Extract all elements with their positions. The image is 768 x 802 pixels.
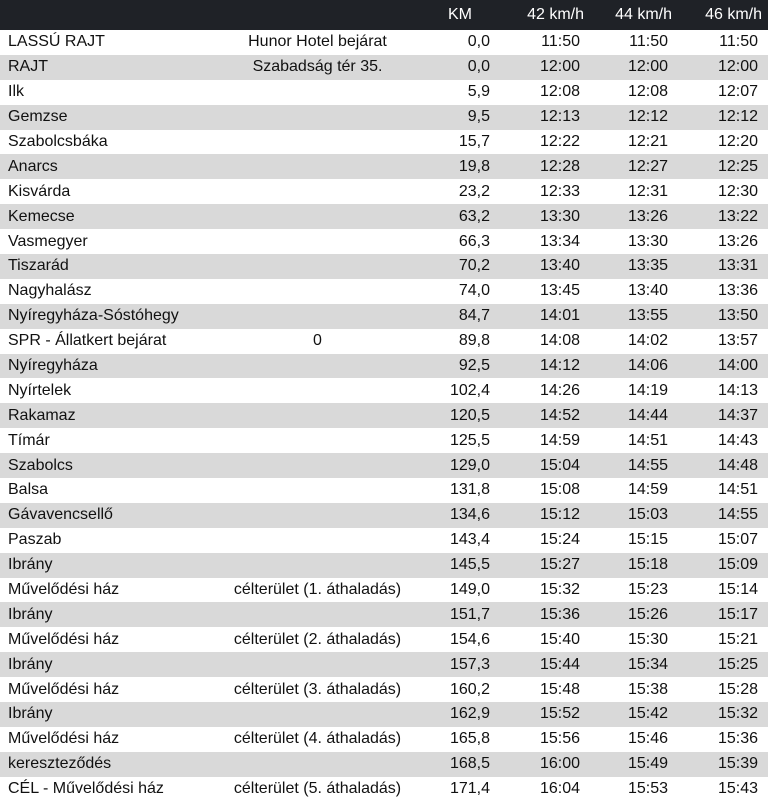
station-cell: Művelődési ház [0,727,215,752]
time-42-cell: 14:26 [500,378,590,403]
note-cell [215,179,420,204]
time-44-cell: 14:02 [590,329,678,354]
station-cell: Kisvárda [0,179,215,204]
table-row [0,204,768,229]
time-44-cell: 14:19 [590,378,678,403]
km-cell: 154,6 [420,627,500,652]
station-cell: Paszab [0,528,215,553]
header-row [0,0,768,30]
table-row [0,652,768,677]
table-row [0,428,768,453]
table-row [0,254,768,279]
time-42-cell: 15:32 [500,578,590,603]
km-cell: 165,8 [420,727,500,752]
table-row [0,55,768,80]
time-46-cell: 15:09 [678,553,768,578]
time-42-cell: 14:12 [500,354,590,379]
time-42-cell: 11:50 [500,30,590,55]
km-cell: 134,6 [420,503,500,528]
time-46-cell: 15:25 [678,652,768,677]
table-row [0,105,768,130]
note-cell: célterület (3. áthaladás) [215,677,420,702]
time-42-cell: 15:04 [500,453,590,478]
station-cell: Szabolcs [0,453,215,478]
note-cell [215,304,420,329]
header-km: KM [420,0,500,30]
table-row [0,478,768,503]
note-cell [215,652,420,677]
time-42-cell: 15:24 [500,528,590,553]
note-cell [215,503,420,528]
station-cell: Nagyhalász [0,279,215,304]
note-cell [215,403,420,428]
note-cell [215,229,420,254]
station-cell: Nyíregyháza-Sóstóhegy [0,304,215,329]
time-46-cell: 14:43 [678,428,768,453]
time-44-cell: 15:30 [590,627,678,652]
time-42-cell: 15:44 [500,652,590,677]
time-44-cell: 15:03 [590,503,678,528]
table-row [0,528,768,553]
time-46-cell: 14:37 [678,403,768,428]
time-44-cell: 13:35 [590,254,678,279]
header-note [215,0,420,30]
time-42-cell: 15:52 [500,702,590,727]
note-cell [215,453,420,478]
table-row [0,229,768,254]
time-44-cell: 13:26 [590,204,678,229]
station-cell: Kemecse [0,204,215,229]
time-42-cell: 12:13 [500,105,590,130]
time-42-cell: 14:59 [500,428,590,453]
time-46-cell: 13:31 [678,254,768,279]
table-row [0,378,768,403]
table-row [0,777,768,802]
table-row [0,602,768,627]
note-cell: Hunor Hotel bejárat [215,30,420,55]
time-44-cell: 12:31 [590,179,678,204]
table-row [0,578,768,603]
station-cell: Vasmegyer [0,229,215,254]
note-cell: célterület (5. áthaladás) [215,777,420,802]
time-42-cell: 12:08 [500,80,590,105]
table-row [0,403,768,428]
station-cell: Ibrány [0,553,215,578]
km-cell: 84,7 [420,304,500,329]
time-46-cell: 15:14 [678,578,768,603]
note-cell [215,428,420,453]
time-44-cell: 13:30 [590,229,678,254]
table-row [0,80,768,105]
time-46-cell: 13:36 [678,279,768,304]
station-cell: Szabolcsbáka [0,130,215,155]
time-44-cell: 15:46 [590,727,678,752]
table-row [0,179,768,204]
km-cell: 160,2 [420,677,500,702]
station-cell: SPR - Állatkert bejárat [0,329,215,354]
time-42-cell: 13:30 [500,204,590,229]
km-cell: 129,0 [420,453,500,478]
time-44-cell: 13:55 [590,304,678,329]
note-cell [215,702,420,727]
time-44-cell: 15:18 [590,553,678,578]
table-row [0,279,768,304]
note-cell [215,279,420,304]
time-42-cell: 14:52 [500,403,590,428]
time-44-cell: 15:49 [590,752,678,777]
km-cell: 0,0 [420,30,500,55]
time-46-cell: 12:25 [678,154,768,179]
header-speed-42: 42 km/h [500,0,590,30]
time-46-cell: 12:20 [678,130,768,155]
time-42-cell: 12:00 [500,55,590,80]
table-row [0,627,768,652]
km-cell: 0,0 [420,55,500,80]
km-cell: 168,5 [420,752,500,777]
km-cell: 92,5 [420,354,500,379]
note-cell [215,130,420,155]
time-44-cell: 11:50 [590,30,678,55]
table-row [0,503,768,528]
note-cell [215,254,420,279]
time-46-cell: 12:30 [678,179,768,204]
time-42-cell: 16:00 [500,752,590,777]
station-cell: Rakamaz [0,403,215,428]
time-44-cell: 14:06 [590,354,678,379]
time-44-cell: 13:40 [590,279,678,304]
km-cell: 149,0 [420,578,500,603]
note-cell: célterület (2. áthaladás) [215,627,420,652]
km-cell: 145,5 [420,553,500,578]
time-42-cell: 15:36 [500,602,590,627]
time-44-cell: 14:59 [590,478,678,503]
note-cell [215,154,420,179]
time-44-cell: 15:34 [590,652,678,677]
km-cell: 15,7 [420,130,500,155]
time-44-cell: 12:21 [590,130,678,155]
station-cell: Ibrány [0,602,215,627]
table-row [0,553,768,578]
table-row [0,453,768,478]
station-cell: Gemzse [0,105,215,130]
km-cell: 63,2 [420,204,500,229]
time-42-cell: 12:22 [500,130,590,155]
time-44-cell: 15:15 [590,528,678,553]
time-44-cell: 12:27 [590,154,678,179]
time-42-cell: 12:28 [500,154,590,179]
km-cell: 70,2 [420,254,500,279]
km-cell: 5,9 [420,80,500,105]
time-44-cell: 15:38 [590,677,678,702]
station-cell: Balsa [0,478,215,503]
time-42-cell: 15:56 [500,727,590,752]
station-cell: Művelődési ház [0,677,215,702]
km-cell: 162,9 [420,702,500,727]
time-46-cell: 13:50 [678,304,768,329]
time-46-cell: 15:43 [678,777,768,802]
time-42-cell: 15:40 [500,627,590,652]
header-speed-44: 44 km/h [590,0,678,30]
time-44-cell: 12:00 [590,55,678,80]
note-cell [215,204,420,229]
time-46-cell: 15:07 [678,528,768,553]
time-42-cell: 13:40 [500,254,590,279]
time-46-cell: 13:57 [678,329,768,354]
time-46-cell: 13:26 [678,229,768,254]
note-cell [215,528,420,553]
station-cell: Nyíregyháza [0,354,215,379]
station-cell: RAJT [0,55,215,80]
station-cell: Ilk [0,80,215,105]
time-44-cell: 15:23 [590,578,678,603]
time-46-cell: 14:13 [678,378,768,403]
header-speed-46: 46 km/h [678,0,768,30]
note-cell [215,752,420,777]
time-46-cell: 15:32 [678,702,768,727]
time-44-cell: 15:53 [590,777,678,802]
km-cell: 102,4 [420,378,500,403]
note-cell: Szabadság tér 35. [215,55,420,80]
time-46-cell: 15:28 [678,677,768,702]
station-cell: kereszteződés [0,752,215,777]
km-cell: 171,4 [420,777,500,802]
time-44-cell: 15:26 [590,602,678,627]
table-row [0,354,768,379]
time-46-cell: 15:39 [678,752,768,777]
time-44-cell: 12:08 [590,80,678,105]
note-cell [215,602,420,627]
time-44-cell: 14:44 [590,403,678,428]
station-cell: Ibrány [0,702,215,727]
time-46-cell: 12:12 [678,105,768,130]
time-46-cell: 12:07 [678,80,768,105]
km-cell: 125,5 [420,428,500,453]
km-cell: 19,8 [420,154,500,179]
time-42-cell: 16:04 [500,777,590,802]
table-row [0,752,768,777]
time-42-cell: 15:48 [500,677,590,702]
station-cell: CÉL - Művelődési ház [0,777,215,802]
table-row [0,677,768,702]
km-cell: 131,8 [420,478,500,503]
station-cell: LASSÚ RAJT [0,30,215,55]
note-cell [215,378,420,403]
time-46-cell: 14:00 [678,354,768,379]
header-station [0,0,215,30]
station-cell: Nyírtelek [0,378,215,403]
station-cell: Gávavencsellő [0,503,215,528]
time-44-cell: 14:55 [590,453,678,478]
table-row [0,329,768,354]
table-row [0,304,768,329]
km-cell: 157,3 [420,652,500,677]
km-cell: 66,3 [420,229,500,254]
time-42-cell: 15:08 [500,478,590,503]
time-46-cell: 15:36 [678,727,768,752]
note-cell: célterület (1. áthaladás) [215,578,420,603]
note-cell: 0 [215,329,420,354]
note-cell: célterület (4. áthaladás) [215,727,420,752]
km-cell: 151,7 [420,602,500,627]
time-44-cell: 15:42 [590,702,678,727]
time-46-cell: 14:55 [678,503,768,528]
station-cell: Ibrány [0,652,215,677]
time-46-cell: 15:21 [678,627,768,652]
table-row [0,727,768,752]
time-46-cell: 15:17 [678,602,768,627]
table-row [0,154,768,179]
time-46-cell: 14:51 [678,478,768,503]
time-46-cell: 14:48 [678,453,768,478]
time-44-cell: 14:51 [590,428,678,453]
time-42-cell: 14:01 [500,304,590,329]
note-cell [215,80,420,105]
time-46-cell: 12:00 [678,55,768,80]
station-cell: Tiszarád [0,254,215,279]
note-cell [215,354,420,379]
km-cell: 9,5 [420,105,500,130]
note-cell [215,553,420,578]
table-row [0,130,768,155]
km-cell: 143,4 [420,528,500,553]
km-cell: 89,8 [420,329,500,354]
time-42-cell: 15:27 [500,553,590,578]
km-cell: 74,0 [420,279,500,304]
note-cell [215,478,420,503]
time-42-cell: 12:33 [500,179,590,204]
time-42-cell: 14:08 [500,329,590,354]
note-cell [215,105,420,130]
station-cell: Tímár [0,428,215,453]
table-row [0,30,768,55]
station-cell: Művelődési ház [0,578,215,603]
time-46-cell: 13:22 [678,204,768,229]
table-row [0,702,768,727]
time-46-cell: 11:50 [678,30,768,55]
time-44-cell: 12:12 [590,105,678,130]
km-cell: 23,2 [420,179,500,204]
station-cell: Anarcs [0,154,215,179]
time-42-cell: 15:12 [500,503,590,528]
time-42-cell: 13:34 [500,229,590,254]
station-cell: Művelődési ház [0,627,215,652]
km-cell: 120,5 [420,403,500,428]
time-42-cell: 13:45 [500,279,590,304]
